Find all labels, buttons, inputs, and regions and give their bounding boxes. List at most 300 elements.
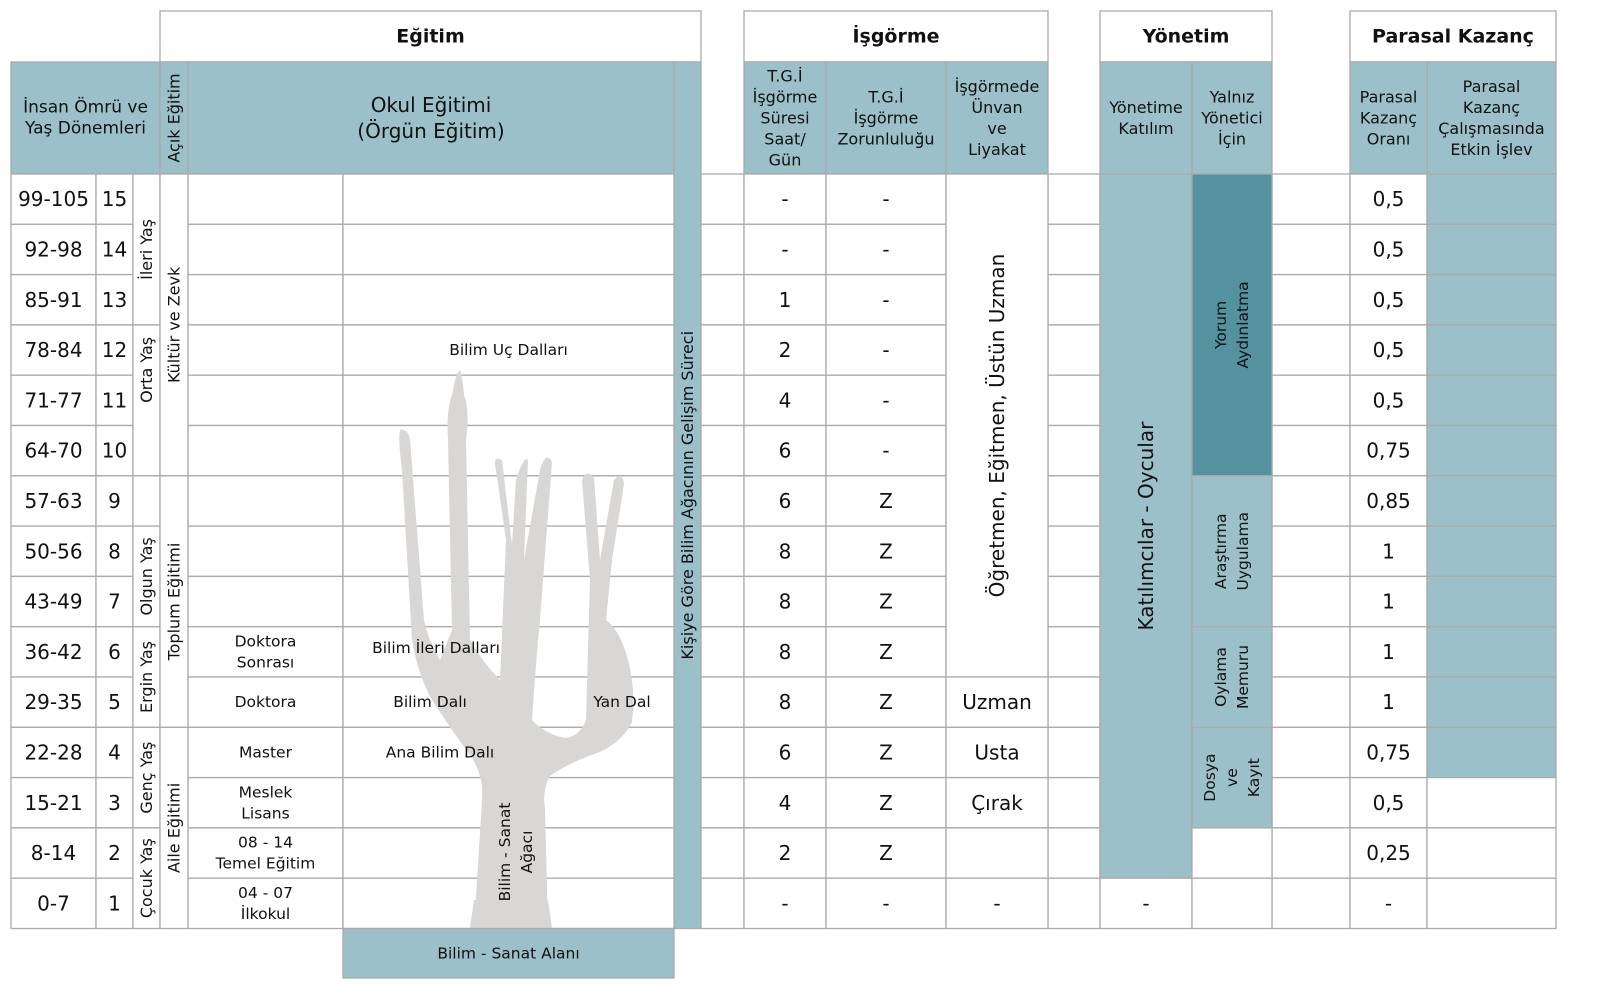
money-rate-line: 1 [1382, 690, 1395, 715]
school-level-label [235, 693, 297, 711]
work-hours-line: - [781, 237, 789, 262]
period-number-line: 8 [108, 539, 121, 564]
table-row-cell [1272, 476, 1350, 526]
table-row-cell [1048, 375, 1100, 425]
money-rate [1366, 489, 1411, 513]
work-obligation-line: - [882, 187, 890, 212]
tree-label-advanced [372, 638, 500, 657]
table-row-cell [1048, 677, 1100, 727]
school-level-label-line: Doktora [234, 693, 297, 712]
manager-role-cell [1192, 174, 1272, 476]
period-number-line: 1 [108, 891, 121, 916]
header-tgi-duration-text-line: Gün [768, 150, 802, 170]
open-education-label-line: Toplum Eğitimi [164, 542, 184, 661]
period-number [108, 690, 121, 714]
title-label [974, 740, 1019, 764]
tree-process-text-line: Kişiye Göre Bilim Ağacının Gelişim Süreci [678, 330, 697, 660]
work-hours [779, 690, 792, 714]
period-number [108, 740, 121, 764]
work-hours [779, 791, 792, 815]
tree-label-advanced-line: Bilim İleri Dalları [372, 638, 500, 657]
money-rate-line: 0,5 [1372, 237, 1405, 262]
open-education-label [165, 783, 184, 873]
money-function-cell [1427, 224, 1556, 274]
table-row-cell [1048, 275, 1100, 325]
table-row-cell [1048, 828, 1100, 878]
header-school-education-text-line: Okul Eğitimi [370, 93, 492, 117]
money-rate [1373, 237, 1405, 261]
header-participation [1100, 62, 1192, 174]
table-row-cell [188, 275, 343, 325]
science-field-label-line: Bilim - Sanat Alanı [437, 944, 580, 963]
age-range-line: 0-7 [37, 891, 70, 916]
work-obligation [879, 791, 893, 815]
money-function-cell [1427, 627, 1556, 677]
work-obligation [879, 690, 893, 714]
work-hours [779, 841, 792, 865]
participants-none [1142, 891, 1149, 915]
title-label [971, 791, 1023, 815]
manager-role-label-line: Kayıt [1245, 758, 1263, 798]
title-label-line: Uzman [962, 690, 1032, 715]
money-function-cell [1427, 727, 1556, 777]
work-hours-line: 4 [778, 790, 792, 815]
header-money-function-text-line: Etkin İşlev [1450, 140, 1533, 159]
money-rate-line: 0,85 [1366, 488, 1411, 513]
header-age-periods-text [23, 96, 148, 139]
money-rate [1382, 690, 1395, 714]
manager-role-label-line: Uygulama [1234, 511, 1252, 591]
school-level-label-line: 08 - 14 [238, 833, 293, 852]
open-education-label [165, 266, 184, 383]
age-range [24, 640, 82, 664]
work-hours [781, 891, 788, 915]
age-range-line: 99-105 [18, 187, 89, 212]
header-tgi-duration-text-line: Süresi [760, 108, 810, 128]
table-row-cell [1048, 778, 1100, 828]
period-number-line: 13 [101, 287, 128, 312]
work-hours-line: 2 [778, 338, 792, 363]
header-money-rate-text-line: Kazanç [1359, 108, 1418, 128]
table-row-cell [343, 426, 674, 476]
header-participation-text-line: Katılım [1118, 119, 1174, 138]
header-title-merit-text-line: Ünvan [971, 98, 1023, 117]
header-tgi-obligation-text-line: İşgörme [853, 108, 919, 128]
work-hours [779, 740, 792, 764]
work-obligation [879, 489, 893, 513]
money-function-cell [1427, 275, 1556, 325]
money-function-cell [1427, 677, 1556, 727]
work-obligation-line: Z [879, 740, 893, 765]
tree-label-trunk-line: Bilim - Sanat [496, 802, 514, 902]
school-level-label-line: Master [239, 743, 292, 762]
money-rate-line: 1 [1382, 639, 1395, 664]
title-top-label-line: Öğretmen, Eğitmen, Üstün Uzman [985, 253, 1009, 598]
period-number [102, 338, 127, 362]
work-obligation-line: Z [879, 841, 893, 866]
age-range [24, 489, 82, 513]
money-rate [1382, 590, 1395, 614]
tree-label-main-line: Ana Bilim Dalı [385, 743, 495, 762]
work-hours [781, 237, 788, 261]
age-range-line: 29-35 [24, 690, 83, 715]
age-range-line: 64-70 [24, 438, 83, 463]
manager-role-cell [1192, 627, 1272, 728]
work-obligation-line: Z [879, 690, 893, 715]
school-level-label-line: İlkokul [240, 904, 291, 923]
table-row-cell [701, 677, 744, 727]
header-tgi-duration-text-line: İşgörme [752, 87, 818, 107]
work-obligation [879, 841, 893, 865]
tree-label-trunk-line: Ağacı [518, 830, 536, 874]
work-obligation-line: Z [879, 589, 893, 614]
work-obligation-line: - [882, 388, 890, 413]
period-number [102, 288, 127, 312]
work-hours [779, 590, 792, 614]
table-row-cell [701, 627, 744, 677]
table-row-cell [343, 275, 674, 325]
table-row-cell [701, 476, 744, 526]
work-hours [779, 640, 792, 664]
participants-label-line: Katılımcılar - Oycular [1134, 421, 1158, 631]
age-range-line: 50-56 [24, 539, 83, 564]
header-tgi-duration-text-line: Saat/ [764, 129, 806, 149]
table-row-cell [1048, 627, 1100, 677]
money-function-cell [1427, 778, 1556, 828]
table-row-cell [188, 375, 343, 425]
table-row-cell [188, 476, 343, 526]
work-hours [779, 539, 792, 563]
age-range-line: 92-98 [24, 237, 83, 262]
life-stage-label [137, 742, 156, 814]
header-school-education-text-line: (Örgün Eğitim) [357, 119, 505, 143]
money-function-cell [1427, 878, 1556, 928]
money-rate-line: 0,5 [1372, 790, 1405, 815]
work-hours [779, 338, 792, 362]
money-rate [1366, 740, 1411, 764]
manager-role-label-line: Memuru [1234, 644, 1252, 710]
life-stage-label-line: Ergin Yaş [137, 641, 156, 713]
money-function-cell [1427, 174, 1556, 224]
period-number [102, 439, 127, 463]
header-money-function-text-line: Çalışmasında [1438, 119, 1545, 138]
school-level-label-line: Temel Eğitim [215, 854, 316, 873]
age-range-line: 15-21 [24, 790, 83, 815]
school-level-label-line: Lisans [241, 804, 290, 823]
tree-label-tip-line: Bilim Uç Dalları [449, 341, 568, 360]
age-range [24, 791, 82, 815]
table-row-cell [1272, 224, 1350, 274]
open-education-label-line: Kültür ve Zevk [164, 266, 184, 384]
life-stage-label-line: Genç Yaş [137, 741, 156, 814]
money-rate-line: 0,5 [1372, 287, 1405, 312]
table-row-cell [701, 174, 744, 224]
manager-role-label-line: Dosya [1201, 753, 1219, 802]
school-level-label-line: Meslek [238, 783, 293, 802]
tree-trunk-base [470, 900, 552, 928]
work-obligation-line: - [882, 237, 890, 262]
age-range [18, 187, 89, 211]
table-row-cell [1048, 476, 1100, 526]
work-hours [779, 489, 792, 513]
title-top-label [985, 254, 1009, 598]
header-tgi-obligation-text-line: Zorunluluğu [837, 129, 935, 149]
table-row-cell [1048, 325, 1100, 375]
life-stage-label-line: İleri Yaş [137, 219, 157, 280]
school-level-label [239, 743, 293, 761]
work-hours-line: 4 [778, 388, 792, 413]
manager-role-cell [1192, 828, 1272, 878]
life-stage-cell [133, 476, 160, 526]
table-row-cell [188, 224, 343, 274]
table-row-cell [701, 426, 744, 476]
period-number [108, 640, 121, 664]
money-rate-line: 1 [1382, 589, 1395, 614]
section-management-title [1142, 26, 1230, 48]
work-hours [779, 288, 792, 312]
money-function-cell [1427, 526, 1556, 576]
table-row-cell [701, 778, 744, 828]
work-obligation [879, 590, 893, 614]
age-range [24, 539, 82, 563]
period-number [108, 489, 121, 513]
money-rate-line: 0,5 [1372, 187, 1405, 212]
age-range-line: 85-91 [24, 287, 83, 312]
section-education-title [396, 26, 465, 48]
money-function-cell [1427, 426, 1556, 476]
work-hours-line: 1 [778, 287, 792, 312]
money-rate [1382, 640, 1395, 664]
work-obligation-line: - [882, 287, 890, 312]
header-school-education [188, 62, 674, 174]
period-number-line: 11 [101, 388, 128, 413]
money-rate [1373, 791, 1405, 815]
period-number [108, 841, 121, 865]
school-level-label-line: 04 - 07 [238, 883, 293, 902]
table-row-cell [1048, 878, 1100, 928]
money-rate [1382, 539, 1395, 563]
period-number-line: 6 [108, 639, 121, 664]
work-obligation-line: - [882, 338, 890, 363]
money-function-cell [1427, 325, 1556, 375]
work-obligation [879, 640, 893, 664]
life-stage-label [137, 537, 156, 615]
table-row-cell [1048, 224, 1100, 274]
table-row-cell [343, 375, 674, 425]
work-obligation-line: - [882, 438, 890, 463]
header-title-merit-text-line: ve [987, 119, 1007, 138]
age-range [24, 740, 82, 764]
age-range-line: 71-77 [24, 388, 83, 413]
work-obligation [882, 338, 889, 362]
manager-role-label-line: Oylama [1212, 647, 1230, 707]
period-number-line: 7 [108, 589, 121, 614]
header-open-education-text-line: Açık Eğitim [164, 73, 184, 163]
title-label [962, 690, 1032, 714]
age-range-line: 8-14 [30, 841, 77, 866]
header-title-merit-text-line: İşgörmede [954, 77, 1040, 96]
period-number-line: 15 [101, 187, 128, 212]
tree-label-main [386, 743, 494, 761]
section-money-title-line: Parasal Kazanç [1372, 25, 1534, 48]
work-obligation-line: Z [879, 488, 893, 513]
table-row-cell [701, 325, 744, 375]
work-obligation [879, 740, 893, 764]
life-stage-label-line: Orta Yaş [137, 336, 156, 403]
table-row-cell [1272, 426, 1350, 476]
open-education-label [165, 543, 184, 662]
table-row-cell [701, 526, 744, 576]
money-rate [1366, 439, 1411, 463]
age-range [24, 690, 82, 714]
table-row-cell [1272, 778, 1350, 828]
section-money-title [1372, 26, 1534, 48]
manager-role-label-line: ve [1223, 768, 1241, 787]
manager-role-cell [1192, 878, 1272, 928]
work-obligation [882, 388, 889, 412]
manager-role-cell [1192, 476, 1272, 627]
money-rate-line: 0,5 [1372, 338, 1405, 363]
manager-role-label-line: Yorum [1212, 300, 1230, 350]
manager-role-label-line: Aydınlatma [1234, 281, 1252, 369]
period-number-line: 10 [101, 438, 128, 463]
work-hours [779, 439, 792, 463]
life-stage-label-line: Çocuk Yaş [137, 838, 156, 919]
life-stage-label [137, 641, 156, 713]
section-management-title-line: Yönetim [1142, 25, 1230, 48]
header-managers-only-text-line: İçin [1217, 129, 1247, 149]
work-obligation [879, 539, 893, 563]
header-tgi-duration-text-line: T.G.İ [767, 66, 803, 86]
header-managers-only-text-line: Yönetici [1201, 108, 1263, 128]
money-rate [1373, 288, 1405, 312]
money-function-cell [1427, 828, 1556, 878]
work-obligation-line: Z [879, 790, 893, 815]
age-range-line: 78-84 [24, 338, 83, 363]
section-work-title-line: İşgörme [852, 25, 940, 48]
title-label-line: Usta [974, 740, 1020, 765]
table-row-cell [1272, 325, 1350, 375]
science-field-label [437, 944, 579, 962]
manager-role-label-line: Araştırma [1212, 513, 1230, 590]
age-range [31, 841, 76, 865]
age-range [24, 237, 82, 261]
work-hours-line: 8 [778, 589, 792, 614]
table-row-cell [188, 174, 343, 224]
title-label-line: Çırak [971, 790, 1023, 815]
money-rate-line: 0,75 [1366, 740, 1411, 765]
work-hours-line: 8 [778, 690, 792, 715]
header-open-education-text [165, 73, 184, 162]
work-obligation [882, 237, 889, 261]
age-range-line: 36-42 [24, 639, 83, 664]
money-rate [1385, 891, 1392, 915]
work-obligation [882, 288, 889, 312]
table-row-cell [1272, 275, 1350, 325]
table-row-cell [1272, 526, 1350, 576]
tree-label-branch [393, 693, 467, 711]
table-row-cell [1048, 426, 1100, 476]
work-hours-line: - [781, 187, 789, 212]
header-tgi-obligation-text-line: T.G.İ [868, 87, 904, 107]
header-title-merit-text-line: Liyakat [968, 140, 1026, 159]
work-hours-line: 6 [778, 488, 792, 513]
life-stage-label-line: Olgun Yaş [137, 537, 156, 616]
age-range-line: 57-63 [24, 488, 83, 513]
header-money-rate-text-line: Parasal [1359, 87, 1418, 107]
age-range [24, 388, 82, 412]
money-function-cell [1427, 576, 1556, 626]
work-hours-line: - [781, 891, 789, 916]
period-number-line: 14 [101, 237, 128, 262]
work-hours [781, 187, 788, 211]
table-row-cell [1048, 526, 1100, 576]
header-money-function-text-line: Kazanç [1462, 98, 1521, 117]
table-row-cell [701, 275, 744, 325]
work-obligation-line: Z [879, 639, 893, 664]
money-rate-line: 0,75 [1366, 438, 1411, 463]
period-number-line: 5 [108, 690, 121, 715]
table-row-cell [701, 727, 744, 777]
header-age-periods-text-line: Yaş Dönemleri [25, 118, 146, 139]
work-obligation [882, 187, 889, 211]
money-rate [1373, 388, 1405, 412]
period-number [108, 791, 121, 815]
table-row-cell [343, 224, 674, 274]
table-row-cell [188, 576, 343, 626]
header-money-rate-text [1360, 88, 1418, 149]
work-hours-line: 2 [778, 841, 792, 866]
tree-label-tip [449, 341, 568, 359]
money-rate-line: - [1384, 891, 1393, 916]
money-rate [1366, 841, 1411, 865]
participants-none-line: - [1142, 891, 1150, 916]
period-number [102, 388, 127, 412]
life-stage-label [137, 838, 156, 918]
table-row-cell [701, 576, 744, 626]
title-label [993, 891, 1000, 915]
money-rate-line: 1 [1382, 539, 1395, 564]
table-row-cell [188, 426, 343, 476]
table-row-cell [1272, 627, 1350, 677]
work-hours-line: 6 [778, 438, 792, 463]
age-range [24, 590, 82, 614]
money-function-cell [1427, 476, 1556, 526]
life-stage-label [137, 337, 156, 403]
section-work-title [852, 24, 939, 48]
table-row-cell [1048, 174, 1100, 224]
header-participation-text-line: Yönetime [1109, 98, 1183, 117]
work-obligation-line: Z [879, 539, 893, 564]
table-row-cell [188, 526, 343, 576]
table-row-cell [1272, 576, 1350, 626]
age-range [37, 891, 70, 915]
period-number-line: 2 [108, 841, 121, 866]
work-hours-line: 6 [778, 740, 792, 765]
work-hours-line: 8 [778, 639, 792, 664]
money-rate [1373, 187, 1405, 211]
table-row-cell [1272, 174, 1350, 224]
header-money-function-text-line: Parasal [1462, 77, 1521, 96]
money-function-cell [1427, 375, 1556, 425]
work-obligation [882, 891, 889, 915]
table-row-cell [1272, 828, 1350, 878]
table-row-cell [1272, 727, 1350, 777]
tree-process-text [678, 331, 697, 660]
period-number [108, 539, 121, 563]
money-rate [1373, 338, 1405, 362]
table-row-cell [343, 174, 674, 224]
